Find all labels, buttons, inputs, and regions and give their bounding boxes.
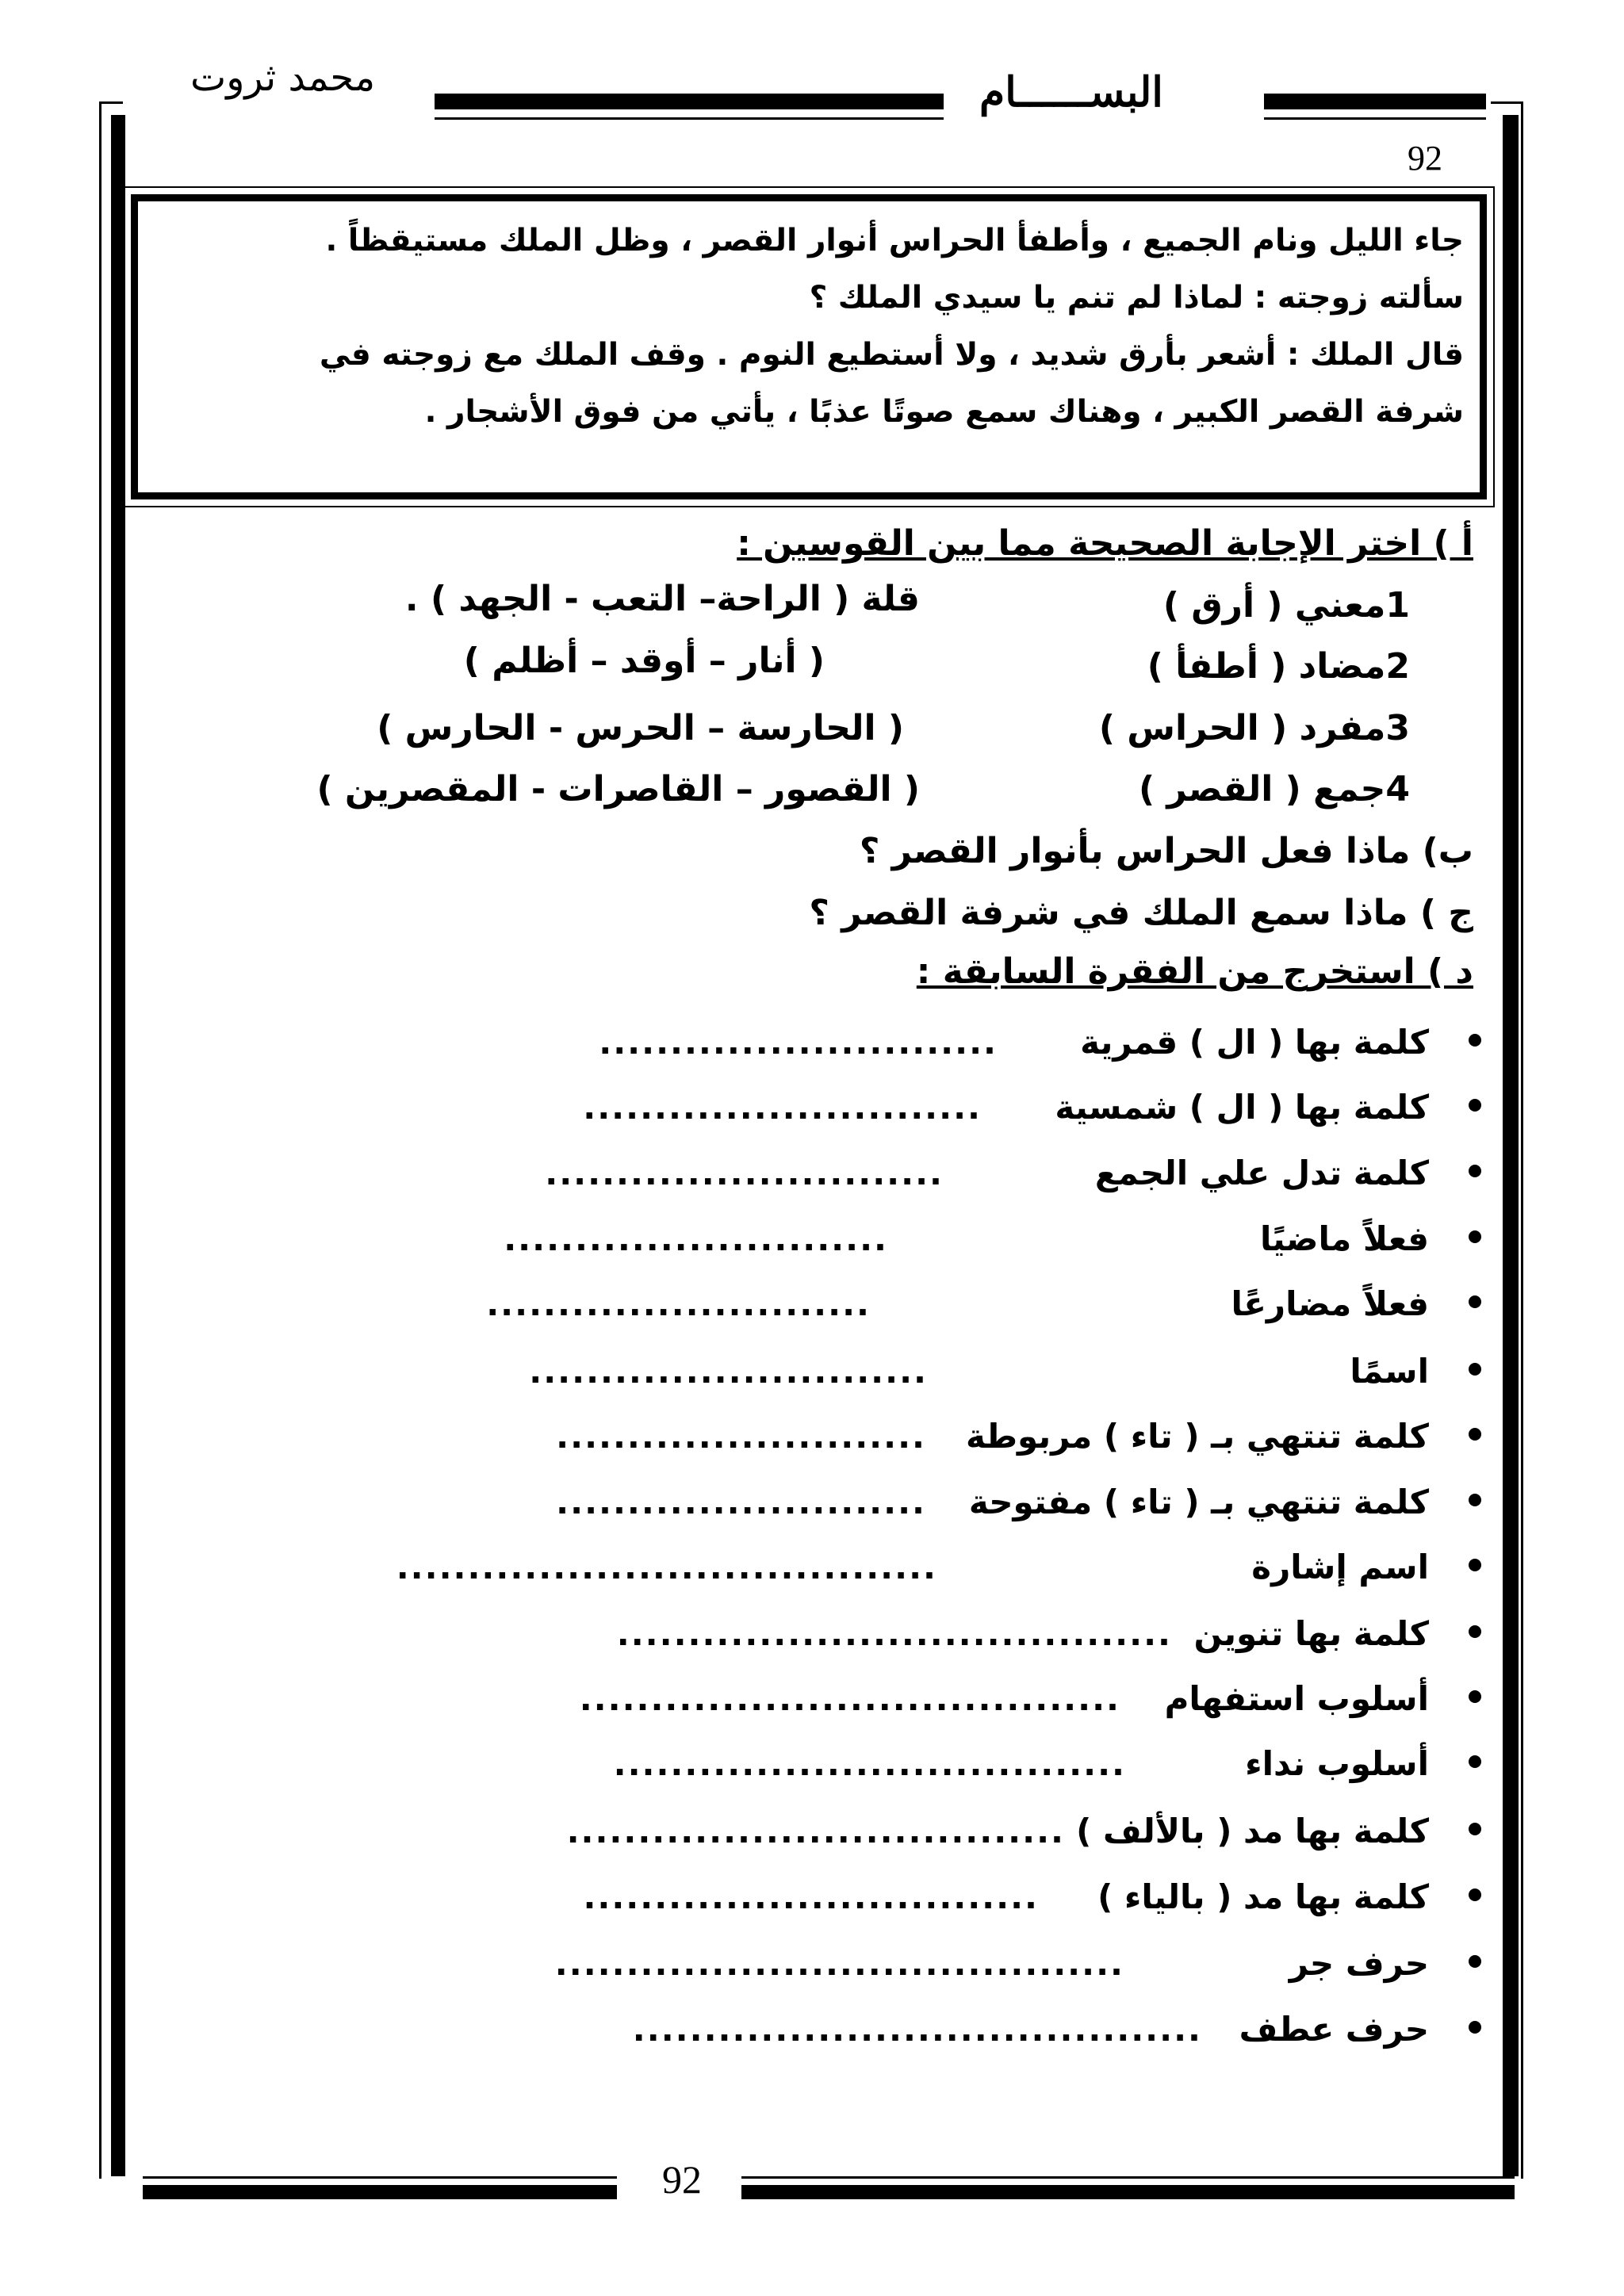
answer-blank[interactable]: ............................	[599, 1023, 998, 1062]
answer-blank[interactable]: ............................	[529, 1352, 928, 1391]
bullet-icon	[1469, 1165, 1481, 1177]
book-title: البســــــام	[979, 68, 1163, 117]
bullet-icon	[1469, 1559, 1481, 1571]
answer-blank[interactable]: .......................................	[616, 1614, 1172, 1653]
question-c: ج ) ماذا سمع الملك في شرفة القصر ؟	[809, 893, 1473, 933]
extract-item	[149, 1744, 1457, 1801]
answer-blank[interactable]: ..........................	[556, 1417, 926, 1456]
footer-bar-right	[741, 2185, 1515, 2199]
extract-item	[149, 1023, 1457, 1080]
frame-top-left	[99, 101, 123, 104]
passage-line: سألته زوجته : لماذا لم تنم يا سيدي الملك ؟	[809, 280, 1464, 316]
footer-line-left	[143, 2176, 617, 2179]
extract-label: فعلاً مضارعًا	[1231, 1284, 1429, 1323]
bullet-icon	[1469, 1363, 1481, 1376]
bullet-icon	[1469, 1955, 1481, 1968]
answer-blank[interactable]: ................................	[583, 1877, 1039, 1916]
bullet-icon	[1469, 1755, 1481, 1768]
passage-line: قال الملك : أشعر بأرق شديد ، ولا أستطيع النوم . وقف الملك مع زوجته في	[319, 337, 1464, 373]
bullet-icon	[1469, 1230, 1481, 1243]
bullet-icon	[1469, 1888, 1481, 1901]
extract-item	[149, 1352, 1457, 1409]
extract-item	[149, 2010, 1457, 2067]
extract-label: اسمًا	[1350, 1352, 1429, 1391]
vocab-word: 2مضاد ( أطفأ )	[1147, 646, 1410, 687]
frame-right-thick	[1503, 115, 1519, 2176]
answer-blank[interactable]: ......................................	[396, 1548, 937, 1586]
extract-item	[149, 1417, 1457, 1474]
header-line-left	[435, 117, 944, 120]
bullet-icon	[1469, 1494, 1481, 1506]
passage-line: جاء الليل ونام الجميع ، وأطفأ الحراس أنوار القصر ، وظل الملك مستيقظاً .	[325, 223, 1464, 258]
vocab-choices: قلة ( الراحة– التعب - الجهد ) .	[404, 579, 920, 619]
passage-line: شرفة القصر الكبير ، وهناك سمع صوتًا عذبًا ، يأتي من فوق الأشجار .	[424, 394, 1464, 430]
vocab-word: 4جمع ( القصر )	[1138, 769, 1410, 809]
extract-label: اسم إشارة	[1251, 1548, 1429, 1586]
extract-label: حرف عطف	[1239, 2010, 1429, 2049]
frame-left-thin	[99, 101, 102, 2179]
extract-label: فعلاً ماضيًا	[1260, 1219, 1429, 1258]
vocab-choices: ( أنار – أوقد – أظلم )	[463, 641, 825, 681]
page-number-top: 92	[1408, 139, 1442, 178]
bullet-icon	[1469, 1295, 1481, 1308]
bullet-icon	[1469, 2021, 1481, 2034]
extract-item	[149, 1284, 1457, 1341]
extract-label: كلمة تنتهي بـ ( تاء ) مفتوحة	[968, 1483, 1429, 1521]
header-line-right	[1264, 117, 1486, 120]
header-bar-left	[435, 94, 944, 109]
extract-label: أسلوب نداء	[1245, 1744, 1429, 1783]
author-name: محمد ثروت	[190, 55, 376, 100]
reading-passage	[131, 194, 1487, 499]
section-d-heading: د ) استخرج من الفقرة السابقة :	[916, 951, 1473, 992]
page-number-bottom: 92	[662, 2157, 702, 2202]
extract-label: كلمة بها تنوين	[1193, 1614, 1429, 1653]
bullet-icon	[1469, 1034, 1481, 1047]
answer-blank[interactable]: ............................	[583, 1088, 982, 1127]
vocab-choices: ( الحارسة – الحرس - الحارس )	[377, 708, 904, 748]
frame-right-thin	[1521, 101, 1523, 2179]
vocab-choices: ( القصور – القاصرات - المقصرين )	[316, 769, 920, 809]
extract-label: كلمة بها مد ( بالألف )	[1076, 1812, 1429, 1850]
answer-blank[interactable]: ........................................	[554, 1944, 1124, 1983]
extract-item	[149, 1548, 1457, 1605]
answer-blank[interactable]: ...........................	[504, 1219, 888, 1258]
bullet-icon	[1469, 1823, 1481, 1835]
answer-blank[interactable]: ....................................	[613, 1744, 1126, 1783]
vocab-word: 3مفرد ( الحراس )	[1098, 708, 1410, 748]
frame-top-right	[1491, 101, 1522, 104]
header-bar-right	[1264, 94, 1486, 109]
extract-item	[149, 1614, 1457, 1671]
answer-blank[interactable]: ......................................	[579, 1679, 1120, 1718]
extract-item	[149, 1877, 1457, 1934]
footer-line-right	[741, 2176, 1515, 2179]
extract-label: كلمة بها ( ال ) قمرية	[1080, 1023, 1429, 1062]
extract-item	[149, 1679, 1457, 1736]
answer-blank[interactable]: ..........................	[556, 1483, 926, 1521]
extract-item	[149, 1944, 1457, 2001]
extract-item	[149, 1812, 1457, 1869]
bullet-icon	[1469, 1428, 1481, 1441]
extract-label: كلمة تنتهي بـ ( تاء ) مربوطة	[965, 1417, 1429, 1456]
extract-item	[149, 1483, 1457, 1540]
question-b: ب) ماذا فعل الحراس بأنوار القصر ؟	[859, 831, 1473, 871]
extract-label: كلمة بها مد ( بالياء )	[1097, 1877, 1429, 1916]
extract-item	[149, 1154, 1457, 1211]
extract-item	[149, 1219, 1457, 1276]
answer-blank[interactable]: ...........................	[486, 1284, 871, 1323]
extract-label: كلمة تدل علي الجمع	[1094, 1154, 1429, 1192]
answer-blank[interactable]: ...................................	[566, 1812, 1065, 1850]
answer-blank[interactable]: ........................................	[632, 2010, 1202, 2049]
bullet-icon	[1469, 1690, 1481, 1703]
extract-label: كلمة بها ( ال ) شمسية	[1055, 1088, 1429, 1127]
vocab-word: 1معني ( أرق )	[1162, 585, 1410, 626]
section-a-heading: أ ) اختر الإجابة الصحيحة مما بين القوسين :	[737, 523, 1473, 564]
bullet-icon	[1469, 1625, 1481, 1638]
extract-item	[149, 1088, 1457, 1145]
answer-blank[interactable]: ............................	[545, 1154, 944, 1192]
extract-label: أسلوب استفهام	[1164, 1679, 1429, 1718]
footer-bar-left	[143, 2185, 617, 2199]
extract-label: حرف جر	[1289, 1944, 1429, 1983]
bullet-icon	[1469, 1099, 1481, 1112]
frame-left-thick	[111, 115, 125, 2176]
